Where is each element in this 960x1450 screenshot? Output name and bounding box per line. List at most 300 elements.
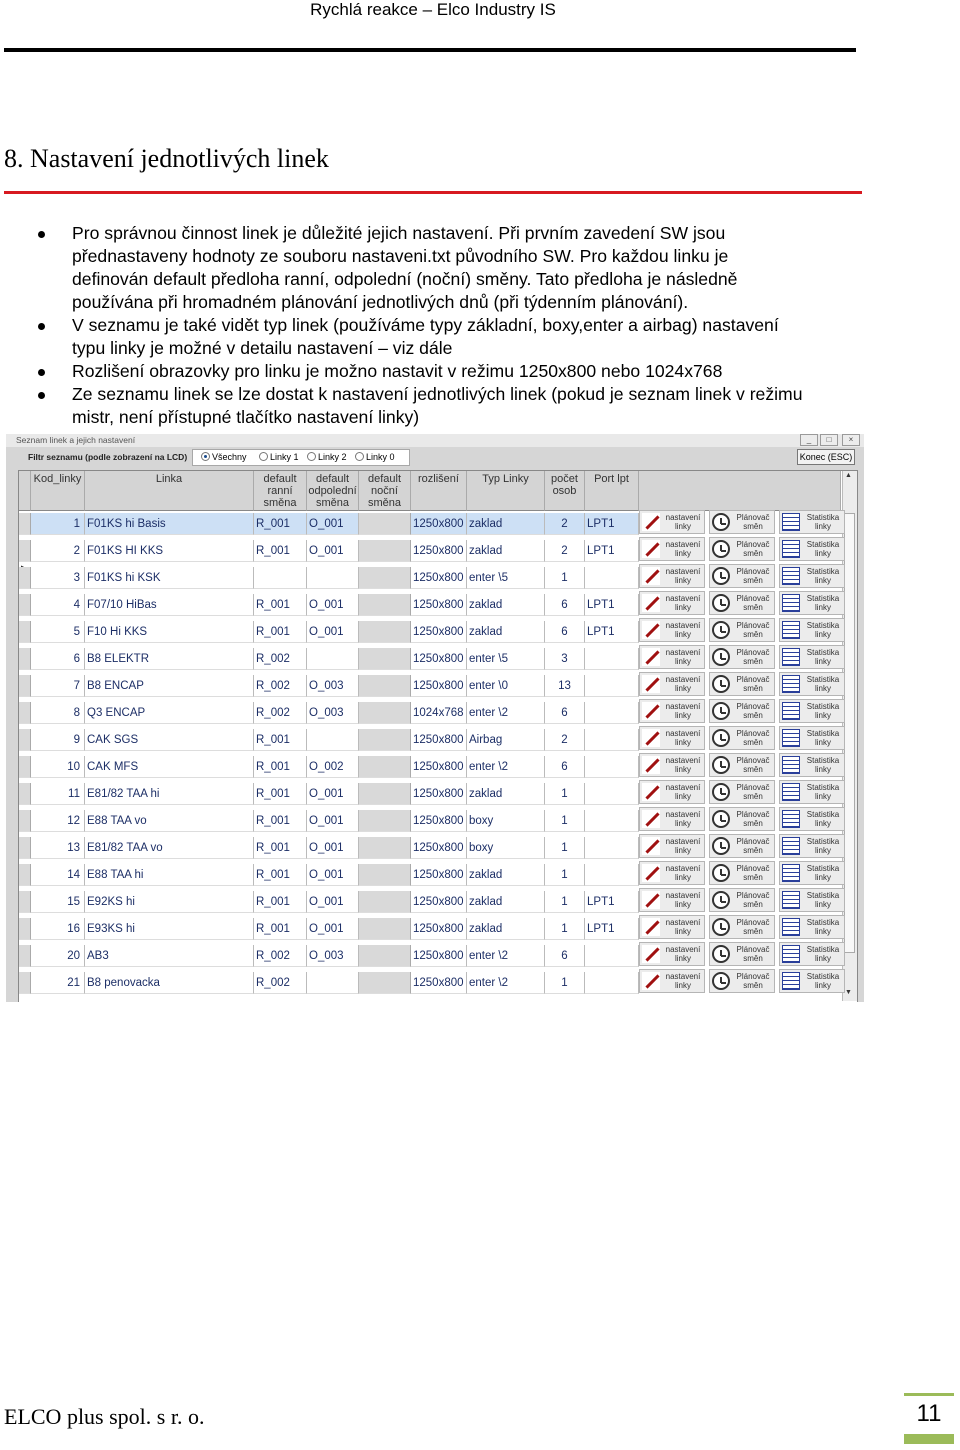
- cell-odpol[interactable]: O_001: [307, 513, 359, 535]
- clock-icon: [712, 648, 730, 666]
- cell-osob[interactable]: 1: [545, 810, 585, 832]
- line-settings-button[interactable]: [639, 618, 705, 642]
- cell-osob[interactable]: 13: [545, 675, 585, 697]
- cell-port[interactable]: LPT1: [585, 918, 639, 940]
- line-settings-button[interactable]: [639, 834, 705, 858]
- cell-nocni[interactable]: [359, 702, 411, 724]
- row-selector[interactable]: [19, 810, 31, 832]
- cell-typ[interactable]: zaklad: [467, 783, 545, 805]
- maximize-button[interactable]: □: [820, 434, 838, 446]
- cell-nocni[interactable]: [359, 864, 411, 886]
- cell-nocni[interactable]: [359, 972, 411, 994]
- cell-osob[interactable]: 3: [545, 648, 585, 670]
- cell-kod[interactable]: 13: [31, 837, 85, 859]
- shift-planner-button[interactable]: [709, 861, 775, 885]
- row-selector[interactable]: [19, 918, 31, 940]
- cell-kod[interactable]: 20: [31, 945, 85, 967]
- cell-linka[interactable]: E92KS hi: [85, 891, 254, 913]
- table-row[interactable]: [19, 859, 841, 886]
- table-row[interactable]: [19, 967, 841, 994]
- line-settings-button[interactable]: [639, 645, 705, 669]
- cell-linka[interactable]: E93KS hi: [85, 918, 254, 940]
- column-header[interactable]: Port lpt: [585, 471, 639, 511]
- filter-radio-4[interactable]: [355, 452, 395, 462]
- row-selector[interactable]: [19, 783, 31, 805]
- cell-typ[interactable]: enter \2: [467, 945, 545, 967]
- table-row[interactable]: [19, 778, 841, 805]
- cell-rozl[interactable]: 1250x800: [411, 513, 467, 535]
- cell-kod[interactable]: 8: [31, 702, 85, 724]
- cell-ranni[interactable]: [254, 567, 307, 589]
- cell-ranni[interactable]: R_002: [254, 648, 307, 670]
- table-row[interactable]: [19, 535, 841, 562]
- screenshot-window: [6, 434, 864, 1002]
- cell-linka[interactable]: B8 ENCAP: [85, 675, 254, 697]
- cell-rozl[interactable]: 1250x800: [411, 594, 467, 616]
- cell-ranni[interactable]: R_001: [254, 837, 307, 859]
- shift-planner-button[interactable]: [709, 915, 775, 939]
- line-statistics-button[interactable]: [779, 942, 845, 966]
- radio-circle-icon: [259, 452, 268, 461]
- cell-nocni[interactable]: [359, 729, 411, 751]
- cell-ranni[interactable]: R_001: [254, 810, 307, 832]
- cell-odpol[interactable]: O_001: [307, 783, 359, 805]
- table-row[interactable]: [19, 886, 841, 913]
- filter-radio-2[interactable]: [259, 452, 299, 462]
- shift-planner-button[interactable]: [709, 969, 775, 993]
- line-settings-button[interactable]: [639, 591, 705, 615]
- cell-port[interactable]: [585, 972, 639, 994]
- cell-typ[interactable]: zaklad: [467, 891, 545, 913]
- table-row[interactable]: [19, 805, 841, 832]
- table-row[interactable]: [19, 643, 841, 670]
- row-selector[interactable]: [19, 837, 31, 859]
- cell-port[interactable]: [585, 729, 639, 751]
- cell-linka[interactable]: B8 penovacka: [85, 972, 254, 994]
- cell-osob[interactable]: 2: [545, 540, 585, 562]
- row-selector[interactable]: [19, 756, 31, 778]
- column-header[interactable]: default odpolední směna: [307, 471, 359, 511]
- cell-ranni[interactable]: R_001: [254, 756, 307, 778]
- cell-port[interactable]: [585, 648, 639, 670]
- header-rule: [4, 48, 856, 52]
- cell-kod[interactable]: 12: [31, 810, 85, 832]
- cell-port[interactable]: [585, 675, 639, 697]
- cell-typ[interactable]: zaklad: [467, 621, 545, 643]
- cell-port[interactable]: LPT1: [585, 594, 639, 616]
- cell-typ[interactable]: enter \5: [467, 648, 545, 670]
- cell-odpol[interactable]: O_001: [307, 891, 359, 913]
- line-settings-button[interactable]: [639, 699, 705, 723]
- table-row[interactable]: [19, 589, 841, 616]
- cell-rozl[interactable]: 1250x800: [411, 675, 467, 697]
- line-statistics-button[interactable]: [779, 699, 845, 723]
- column-header[interactable]: Linka: [85, 471, 254, 511]
- table-row[interactable]: [19, 670, 841, 697]
- minimize-button[interactable]: _: [800, 434, 818, 446]
- table-row[interactable]: [19, 832, 841, 859]
- cell-linka[interactable]: E81/82 TAA vo: [85, 837, 254, 859]
- clock-icon: [712, 918, 730, 936]
- shift-planner-button[interactable]: [709, 537, 775, 561]
- cell-osob[interactable]: 2: [545, 729, 585, 751]
- cell-rozl[interactable]: 1250x800: [411, 648, 467, 670]
- shift-planner-button[interactable]: [709, 618, 775, 642]
- cell-kod[interactable]: 5: [31, 621, 85, 643]
- cell-nocni[interactable]: [359, 837, 411, 859]
- table-row[interactable]: [19, 508, 841, 535]
- cell-kod[interactable]: 2: [31, 540, 85, 562]
- cell-odpol[interactable]: O_002: [307, 756, 359, 778]
- line-settings-button[interactable]: [639, 672, 705, 696]
- filter-radio-3[interactable]: [307, 452, 347, 462]
- line-statistics-button[interactable]: [779, 969, 845, 993]
- cell-linka[interactable]: B8 ELEKTR: [85, 648, 254, 670]
- line-statistics-button[interactable]: [779, 807, 845, 831]
- cell-linka[interactable]: F01KS hi Basis: [85, 513, 254, 535]
- row-selector[interactable]: [19, 891, 31, 913]
- cell-osob[interactable]: 1: [545, 891, 585, 913]
- line-statistics-button[interactable]: [779, 564, 845, 588]
- cell-nocni[interactable]: [359, 594, 411, 616]
- cell-typ[interactable]: boxy: [467, 810, 545, 832]
- cell-osob[interactable]: 1: [545, 567, 585, 589]
- line-statistics-button[interactable]: [779, 753, 845, 777]
- line-settings-button[interactable]: [639, 807, 705, 831]
- cell-ranni[interactable]: R_001: [254, 594, 307, 616]
- cell-ranni[interactable]: R_001: [254, 864, 307, 886]
- cell-osob[interactable]: 1: [545, 918, 585, 940]
- line-statistics-button[interactable]: [779, 645, 845, 669]
- cell-odpol[interactable]: O_001: [307, 810, 359, 832]
- line-statistics-button[interactable]: [779, 888, 845, 912]
- clock-icon: [712, 594, 730, 612]
- row-selector[interactable]: [19, 864, 31, 886]
- line-statistics-button[interactable]: [779, 672, 845, 696]
- cell-rozl[interactable]: 1250x800: [411, 972, 467, 994]
- line-statistics-button[interactable]: [779, 834, 845, 858]
- line-settings-button[interactable]: [639, 510, 705, 534]
- clock-icon: [712, 756, 730, 774]
- column-header[interactable]: počet osob: [545, 471, 585, 511]
- column-header[interactable]: Typ Linky: [467, 471, 545, 511]
- cell-kod[interactable]: 10: [31, 756, 85, 778]
- cell-nocni[interactable]: [359, 783, 411, 805]
- cell-osob[interactable]: 1: [545, 783, 585, 805]
- cell-ranni[interactable]: R_001: [254, 513, 307, 535]
- button-label: nastavení linky: [665, 567, 701, 585]
- close-button[interactable]: Konec (ESC): [797, 449, 855, 465]
- cell-linka[interactable]: F01KS HI KKS: [85, 540, 254, 562]
- shift-planner-button[interactable]: [709, 753, 775, 777]
- clock-icon: [712, 864, 730, 882]
- filter-radio-1[interactable]: [201, 452, 247, 462]
- scroll-up-icon[interactable]: ▲: [845, 472, 852, 479]
- row-selector[interactable]: [19, 594, 31, 616]
- cell-port[interactable]: LPT1: [585, 621, 639, 643]
- radio-label: Linky 1: [270, 452, 299, 462]
- cell-osob[interactable]: 1: [545, 837, 585, 859]
- cell-kod[interactable]: 15: [31, 891, 85, 913]
- cell-nocni[interactable]: [359, 756, 411, 778]
- cell-rozl[interactable]: 1250x800: [411, 621, 467, 643]
- shift-planner-button[interactable]: [709, 780, 775, 804]
- cell-port[interactable]: LPT1: [585, 891, 639, 913]
- cell-port[interactable]: [585, 864, 639, 886]
- line-settings-button[interactable]: [639, 780, 705, 804]
- column-header[interactable]: default ranní směna: [254, 471, 307, 511]
- cell-rozl[interactable]: 1024x768: [411, 702, 467, 724]
- table-icon: [782, 513, 800, 531]
- line-settings-button[interactable]: [639, 753, 705, 777]
- cell-ranni[interactable]: R_002: [254, 675, 307, 697]
- cell-odpol[interactable]: O_001: [307, 837, 359, 859]
- cell-kod[interactable]: 11: [31, 783, 85, 805]
- cell-ranni[interactable]: R_002: [254, 945, 307, 967]
- button-label: Plánovač směn: [736, 621, 770, 639]
- button-label: Plánovač směn: [736, 891, 770, 909]
- table-row[interactable]: [19, 697, 841, 724]
- cell-linka[interactable]: Q3 ENCAP: [85, 702, 254, 724]
- line-statistics-button[interactable]: [779, 726, 845, 750]
- shift-planner-button[interactable]: [709, 942, 775, 966]
- cell-port[interactable]: [585, 567, 639, 589]
- shift-planner-button[interactable]: [709, 564, 775, 588]
- cell-rozl[interactable]: 1250x800: [411, 810, 467, 832]
- cell-nocni[interactable]: [359, 675, 411, 697]
- cell-osob[interactable]: 1: [545, 864, 585, 886]
- cell-kod[interactable]: 14: [31, 864, 85, 886]
- cell-odpol[interactable]: O_003: [307, 945, 359, 967]
- shift-planner-button[interactable]: [709, 888, 775, 912]
- line-statistics-button[interactable]: [779, 537, 845, 561]
- shift-planner-button[interactable]: [709, 645, 775, 669]
- cell-nocni[interactable]: [359, 891, 411, 913]
- cell-typ[interactable]: Airbag: [467, 729, 545, 751]
- line-settings-button[interactable]: [639, 537, 705, 561]
- line-statistics-button[interactable]: [779, 510, 845, 534]
- cell-port[interactable]: [585, 756, 639, 778]
- shift-planner-button[interactable]: [709, 807, 775, 831]
- cell-port[interactable]: [585, 837, 639, 859]
- line-settings-button[interactable]: [639, 942, 705, 966]
- cell-linka[interactable]: F10 Hi KKS: [85, 621, 254, 643]
- cell-odpol[interactable]: O_003: [307, 702, 359, 724]
- cell-osob[interactable]: 6: [545, 756, 585, 778]
- cell-odpol[interactable]: O_001: [307, 864, 359, 886]
- cell-odpol[interactable]: O_001: [307, 540, 359, 562]
- cell-typ[interactable]: enter \2: [467, 972, 545, 994]
- cell-typ[interactable]: zaklad: [467, 864, 545, 886]
- cell-port[interactable]: [585, 945, 639, 967]
- cell-ranni[interactable]: R_001: [254, 540, 307, 562]
- line-settings-button[interactable]: [639, 564, 705, 588]
- bullet-line: Pro správnou činnost linek je důležité jejich nastavení. Při prvním zavedení SW jsou: [72, 223, 726, 243]
- cell-nocni[interactable]: [359, 918, 411, 940]
- bullet-line: Rozlišení obrazovky pro linku je možno nastavit v režimu 1250x800 nebo 1024x768: [72, 361, 723, 381]
- line-settings-button[interactable]: [639, 888, 705, 912]
- table-row[interactable]: [19, 562, 841, 589]
- bullet-dot-icon: [38, 231, 45, 238]
- cell-rozl[interactable]: 1250x800: [411, 891, 467, 913]
- cell-osob[interactable]: 1: [545, 972, 585, 994]
- cell-linka[interactable]: AB3: [85, 945, 254, 967]
- cell-nocni[interactable]: [359, 945, 411, 967]
- cell-kod[interactable]: 21: [31, 972, 85, 994]
- cell-typ[interactable]: boxy: [467, 837, 545, 859]
- cell-typ[interactable]: enter \2: [467, 702, 545, 724]
- cell-odpol[interactable]: [307, 648, 359, 670]
- cell-rozl[interactable]: 1250x800: [411, 567, 467, 589]
- shift-planner-button[interactable]: [709, 699, 775, 723]
- cell-port[interactable]: LPT1: [585, 540, 639, 562]
- cell-rozl[interactable]: 1250x800: [411, 540, 467, 562]
- cell-typ[interactable]: zaklad: [467, 918, 545, 940]
- cell-linka[interactable]: F07/10 HiBas: [85, 594, 254, 616]
- clock-icon: [712, 540, 730, 558]
- table-row[interactable]: [19, 751, 841, 778]
- cell-typ[interactable]: zaklad: [467, 594, 545, 616]
- cell-osob[interactable]: 6: [545, 594, 585, 616]
- cell-rozl[interactable]: 1250x800: [411, 756, 467, 778]
- row-selector[interactable]: [19, 540, 31, 562]
- cell-port[interactable]: [585, 702, 639, 724]
- row-selector[interactable]: [19, 729, 31, 751]
- row-selector[interactable]: [19, 567, 31, 589]
- cell-kod[interactable]: 16: [31, 918, 85, 940]
- cell-rozl[interactable]: 1250x800: [411, 945, 467, 967]
- cell-osob[interactable]: 6: [545, 702, 585, 724]
- table-icon: [782, 756, 800, 774]
- cell-nocni[interactable]: [359, 810, 411, 832]
- column-header[interactable]: default noční směna: [359, 471, 411, 511]
- pencil-icon: [642, 810, 660, 828]
- table-row[interactable]: [19, 724, 841, 751]
- button-label: Plánovač směn: [736, 675, 770, 693]
- cell-linka[interactable]: E88 TAA hi: [85, 864, 254, 886]
- cell-linka[interactable]: F01KS hi KSK: [85, 567, 254, 589]
- shift-planner-button[interactable]: [709, 510, 775, 534]
- bullet-dot-icon: [38, 323, 45, 330]
- cell-kod[interactable]: 4: [31, 594, 85, 616]
- cell-rozl[interactable]: 1250x800: [411, 837, 467, 859]
- cell-kod[interactable]: 9: [31, 729, 85, 751]
- cell-ranni[interactable]: R_001: [254, 918, 307, 940]
- cell-osob[interactable]: 6: [545, 945, 585, 967]
- table-row[interactable]: [19, 940, 841, 967]
- cell-nocni[interactable]: [359, 648, 411, 670]
- cell-odpol[interactable]: O_001: [307, 621, 359, 643]
- scroll-down-icon[interactable]: ▼: [845, 989, 852, 996]
- cell-odpol[interactable]: [307, 729, 359, 751]
- cell-kod[interactable]: 7: [31, 675, 85, 697]
- cell-odpol[interactable]: [307, 567, 359, 589]
- cell-odpol[interactable]: O_001: [307, 918, 359, 940]
- shift-planner-button[interactable]: [709, 591, 775, 615]
- cell-nocni[interactable]: [359, 540, 411, 562]
- cell-typ[interactable]: zaklad: [467, 540, 545, 562]
- row-selector[interactable]: [19, 621, 31, 643]
- table-row[interactable]: [19, 616, 841, 643]
- cell-nocni[interactable]: [359, 621, 411, 643]
- close-icon[interactable]: ×: [842, 434, 860, 446]
- button-label: Plánovač směn: [736, 783, 770, 801]
- row-selector[interactable]: [19, 648, 31, 670]
- shift-planner-button[interactable]: [709, 672, 775, 696]
- cell-rozl[interactable]: 1250x800: [411, 783, 467, 805]
- row-selector[interactable]: [19, 972, 31, 994]
- line-statistics-button[interactable]: [779, 591, 845, 615]
- bullet-line: Ze seznamu linek se lze dostat k nastavení jednotlivých linek (pokud je seznam linek v režimu: [72, 384, 803, 404]
- cell-ranni[interactable]: R_002: [254, 702, 307, 724]
- cell-rozl[interactable]: 1250x800: [411, 729, 467, 751]
- cell-port[interactable]: [585, 783, 639, 805]
- line-settings-button[interactable]: [639, 726, 705, 750]
- row-selector[interactable]: [19, 675, 31, 697]
- pencil-icon: [642, 648, 660, 666]
- column-header[interactable]: rozlišení: [411, 471, 467, 511]
- cell-typ[interactable]: enter \2: [467, 756, 545, 778]
- cell-osob[interactable]: 6: [545, 621, 585, 643]
- line-settings-button[interactable]: [639, 861, 705, 885]
- cell-rozl[interactable]: 1250x800: [411, 864, 467, 886]
- row-selector[interactable]: [19, 702, 31, 724]
- cell-typ[interactable]: enter \0: [467, 675, 545, 697]
- line-statistics-button[interactable]: [779, 780, 845, 804]
- column-header[interactable]: Kod_linky: [31, 471, 85, 511]
- cell-linka[interactable]: CAK SGS: [85, 729, 254, 751]
- radio-label: Linky 0: [366, 452, 395, 462]
- cell-rozl[interactable]: 1250x800: [411, 918, 467, 940]
- cell-odpol[interactable]: [307, 972, 359, 994]
- cell-typ[interactable]: zaklad: [467, 513, 545, 535]
- cell-kod[interactable]: 1: [31, 513, 85, 535]
- cell-linka[interactable]: CAK MFS: [85, 756, 254, 778]
- cell-nocni[interactable]: [359, 567, 411, 589]
- cell-linka[interactable]: E81/82 TAA hi: [85, 783, 254, 805]
- cell-ranni[interactable]: R_001: [254, 729, 307, 751]
- line-statistics-button[interactable]: [779, 618, 845, 642]
- cell-port[interactable]: LPT1: [585, 513, 639, 535]
- cell-port[interactable]: [585, 810, 639, 832]
- cell-ranni[interactable]: R_001: [254, 891, 307, 913]
- cell-osob[interactable]: 2: [545, 513, 585, 535]
- cell-ranni[interactable]: R_001: [254, 621, 307, 643]
- shift-planner-button[interactable]: [709, 726, 775, 750]
- button-label: Plánovač směn: [736, 513, 770, 531]
- clock-icon: [712, 675, 730, 693]
- cell-linka[interactable]: E88 TAA vo: [85, 810, 254, 832]
- cell-ranni[interactable]: R_002: [254, 972, 307, 994]
- row-selector[interactable]: [19, 513, 31, 535]
- button-label: nastavení linky: [665, 945, 701, 963]
- line-settings-button[interactable]: [639, 915, 705, 939]
- line-statistics-button[interactable]: [779, 915, 845, 939]
- cell-odpol[interactable]: O_001: [307, 594, 359, 616]
- cell-kod[interactable]: 6: [31, 648, 85, 670]
- shift-planner-button[interactable]: [709, 834, 775, 858]
- line-settings-button[interactable]: [639, 969, 705, 993]
- cell-odpol[interactable]: O_003: [307, 675, 359, 697]
- cell-ranni[interactable]: R_001: [254, 783, 307, 805]
- row-selector[interactable]: [19, 945, 31, 967]
- cell-kod[interactable]: 3: [31, 567, 85, 589]
- line-statistics-button[interactable]: [779, 861, 845, 885]
- table-row[interactable]: [19, 913, 841, 940]
- scrollbar-thumb[interactable]: [844, 513, 855, 953]
- cell-typ[interactable]: enter \5: [467, 567, 545, 589]
- cell-nocni[interactable]: [359, 513, 411, 535]
